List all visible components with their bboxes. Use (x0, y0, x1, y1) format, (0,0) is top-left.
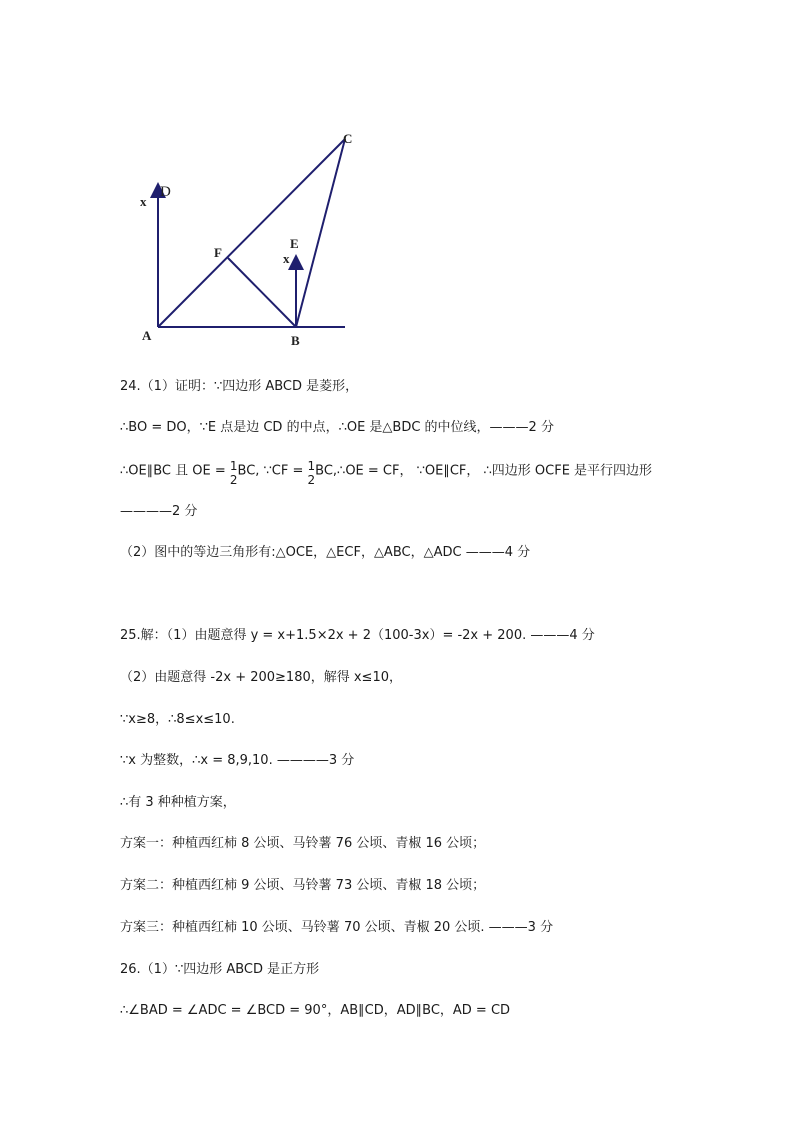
label-x-ad: x (140, 194, 147, 209)
q25-line-1: 25.解：（1）由题意得 y = x+1.5×2x + 2（100-3x）= -2x + 200. ———4 分 (120, 628, 595, 643)
label-x-be: x (283, 251, 290, 266)
q24-line-2: ∴BO = DO，∵E 点是边 CD 的中点，∴OE 是△BDC 的中位线，———2 分 (120, 420, 554, 435)
q25-line-3: ∵x≥8，∴8≤x≤10. (120, 712, 235, 727)
q24-line-1: 24.（1）证明：∵四边形 ABCD 是菱形， (120, 379, 359, 394)
q25-line-7: 方案二：种植西红柿 9 公顷、马铃薯 73 公顷、青椒 18 公顷； (120, 878, 486, 893)
q25-line-2: （2）由题意得 -2x + 200≥180，解得 x≤10， (120, 670, 402, 685)
label-a: A (142, 328, 152, 343)
fraction-denominator: 2 (229, 473, 238, 487)
q25-line-4: ∵x 为整数，∴x = 8,9,10. ————3 分 (120, 753, 355, 768)
fraction-half-2 (308, 459, 316, 487)
q24-line-3-part-c: BC,∴OE = CF， ∵OE∥CF， ∴四边形 OCFE 是平行四边形 (315, 463, 653, 479)
label-f: F (214, 245, 222, 260)
q24-line-5: （2）图中的等边三角形有:△OCE，△ECF，△ABC，△ADC ———4 分 (120, 545, 531, 560)
label-d: D (160, 184, 171, 200)
segment-ac (158, 139, 345, 327)
q25-line-6: 方案一：种植西红柿 8 公顷、马铃薯 76 公顷、青椒 16 公顷； (120, 836, 486, 851)
label-b: B (291, 333, 300, 348)
fraction-numerator: 1 (229, 459, 238, 473)
q24-line-3-part-b: BC, ∵CF = (237, 463, 308, 479)
fraction-denominator: 2 (307, 473, 316, 487)
q26-line-2: ∴∠BAD = ∠ADC = ∠BCD = 90°，AB∥CD，AD∥BC，AD = CD (120, 1003, 511, 1018)
q24-line-4: ————2 分 (120, 504, 198, 519)
q26-line-1: 26.（1）∵四边形 ABCD 是正方形 (120, 962, 320, 977)
segment-bc (296, 139, 345, 327)
label-e: E (290, 236, 299, 251)
q25-line-8: 方案三：种植西红柿 10 公顷、马铃薯 70 公顷、青椒 20 公顷. ———3 分 (120, 920, 554, 935)
segment-fb (228, 258, 296, 327)
geometry-figure (0, 0, 794, 360)
q24-line-3 (120, 457, 652, 485)
q25-line-5: ∴有 3 种种植方案， (120, 795, 236, 810)
q24-line-3-part-a: ∴OE∥BC 且 OE = (120, 463, 230, 479)
label-c: C (343, 131, 353, 146)
fraction-numerator: 1 (307, 459, 316, 473)
fraction-half-1 (230, 459, 238, 487)
